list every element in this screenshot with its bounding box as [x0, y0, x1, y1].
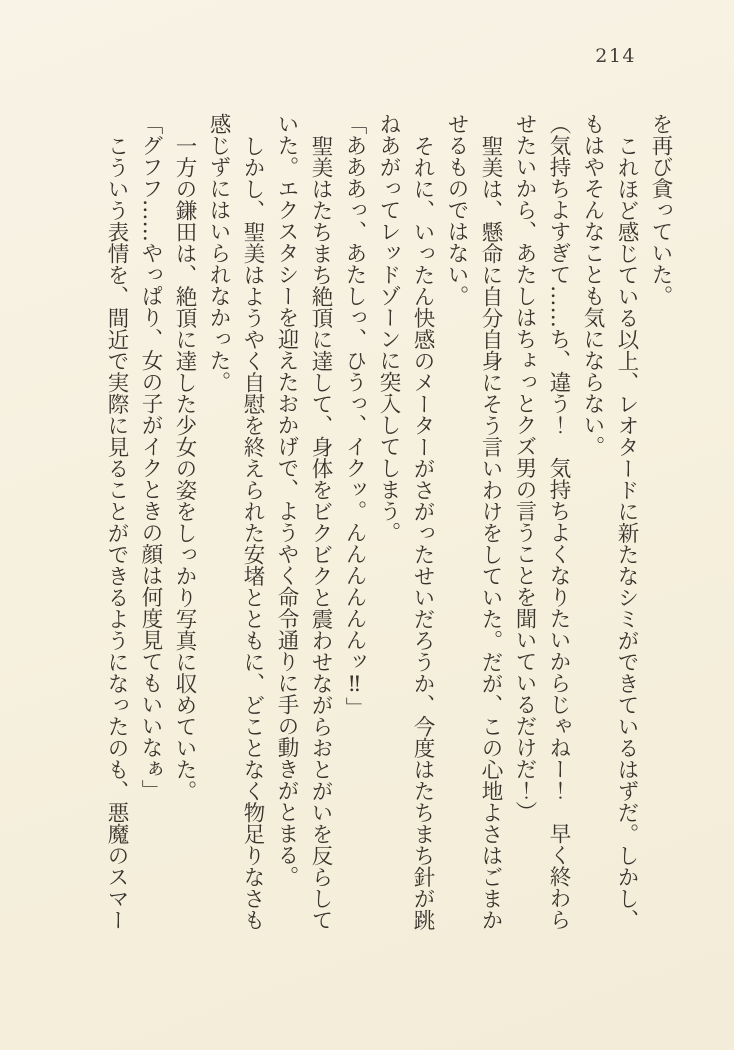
paragraph: （気持ちよすぎて……ち、違う！ 気持ちよくなりたいからじゃねー！ 早く終わらせたいから、あたしはちょっとクズ男の言うことを聞いているだけだ！） — [512, 113, 571, 930]
paragraph: 聖美は、懸命に自分自身にそう言いわけをしていた。だが、この心地よさはごまかせるものではない。 — [444, 113, 503, 930]
page-number: 214 — [595, 45, 636, 67]
paragraph: それに、いったん快感のメーターがさがったせいだろうか、今度はたちまち針が跳ねあがってレッドゾーンに突入してしまう。 — [376, 113, 435, 930]
vertical-text-block — [99, 113, 677, 930]
paragraph: 一方の鎌田は、絶頂に達した少女の姿をしっかり写真に収めていた。 — [172, 134, 197, 801]
paragraph: 「グフフ……やっぱり、女の子がイクときの顔は何度見てもいいなぁ」 — [138, 113, 163, 801]
paragraph: 「あああっ、あたしっ、ひうっ、イクッ。んんんんんんッ‼」 — [342, 113, 367, 719]
paragraph: しかし、聖美はようやく自慰を終えられた安堵とともに、どことなく物足りなさも感じずにはいられなかった。 — [206, 113, 265, 930]
paragraph: を再び貪っていた。 — [648, 113, 673, 307]
paragraph: 聖美はたちまち絶頂に達して、身体をビクビクと震わせながらおとがいを反らしていた。エクスタシーを迎えたおかげで、ようやく命令通りに手の動きがとまる。 — [274, 113, 333, 930]
paragraph: こういう表情を、間近で実際に見ることができるようになったのも、悪魔のスマー — [104, 134, 129, 930]
paragraph: これほど感じている以上、レオタードに新たなシミができているはずだ。しかし、もはやそんなことも気にならない。 — [580, 113, 639, 930]
